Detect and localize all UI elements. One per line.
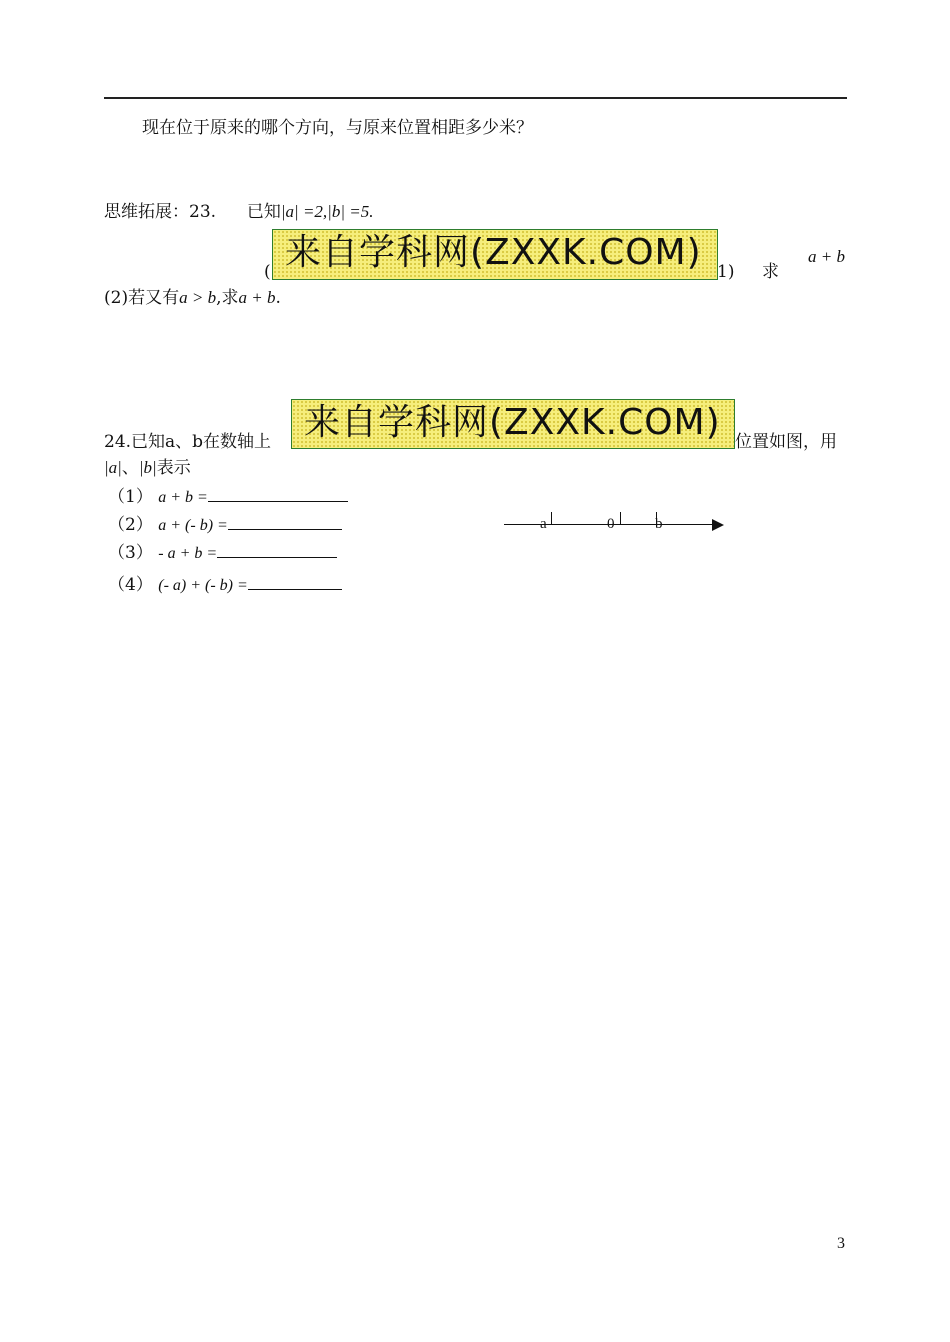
item-number: （3） xyxy=(108,543,153,563)
arrow-right-icon xyxy=(712,519,724,531)
watermark-text: 来自学科网(ZXXK.COM) xyxy=(285,232,702,273)
question-23-part1-expr: a + b xyxy=(808,247,845,266)
answer-blank[interactable] xyxy=(217,543,337,558)
abs-b: |b| xyxy=(138,458,157,477)
question-23-prefix: 思维拓展：23. xyxy=(104,202,217,222)
item-expression: a + (- b) = xyxy=(158,517,228,534)
answer-blank[interactable] xyxy=(228,515,342,530)
question-24-suffix: 位置如图，用 xyxy=(735,432,837,452)
question-24-line2-tail: 表示 xyxy=(156,458,191,478)
number-line-label-0: 0 xyxy=(607,516,615,532)
watermark-logo-1 xyxy=(272,229,718,280)
question-23-part2-label: (2)若又有 xyxy=(104,288,180,308)
question-24-line2 xyxy=(104,458,191,478)
item-2 xyxy=(108,515,342,536)
item-number: （4） xyxy=(108,575,153,595)
tick-a xyxy=(551,512,552,524)
number-line-label-b: b xyxy=(655,516,663,532)
item-4 xyxy=(108,575,342,596)
question-23-line xyxy=(104,202,374,222)
number-line-label-a: a xyxy=(540,516,547,532)
question-23-part2 xyxy=(104,288,281,308)
question-23-part2-end: . xyxy=(275,288,281,308)
question-23-part1-tail: 1) xyxy=(717,262,735,282)
question-24-prefix: 24.已知a、b在数轴上 xyxy=(104,432,272,452)
watermark-logo-2 xyxy=(291,399,735,449)
answer-blank[interactable] xyxy=(208,487,348,502)
question-23-given-expr: |a| =2,|b| =5. xyxy=(280,202,374,221)
item-number: （2） xyxy=(108,515,153,535)
question-23-part2-cond: a > b xyxy=(179,288,217,307)
question-23-part1-open: ( xyxy=(264,262,271,282)
question-23-given-label: 已知 xyxy=(246,202,281,222)
question-23-part1-ask: 求 xyxy=(762,262,779,282)
item-expression: (- a) + (- b) = xyxy=(158,577,248,594)
abs-a: |a| xyxy=(104,458,122,477)
tick-0 xyxy=(620,512,621,524)
item-expression: - a + b = xyxy=(158,545,218,562)
watermark-text: 来自学科网(ZXXK.COM) xyxy=(304,402,721,443)
question-23-part2-expr: a + b xyxy=(238,288,276,307)
page-number: 3 xyxy=(837,1235,845,1252)
answer-blank[interactable] xyxy=(248,575,342,590)
question-23-part2-ask: ,求 xyxy=(216,288,239,308)
item-3 xyxy=(108,543,337,564)
header-rule xyxy=(104,97,847,99)
separator: 、 xyxy=(121,458,139,478)
question-22-tail: 现在位于原来的哪个方向，与原来位置相距多少米？ xyxy=(142,118,533,138)
item-1 xyxy=(108,487,348,508)
item-number: （1） xyxy=(108,487,153,507)
item-expression: a + b = xyxy=(158,489,208,506)
